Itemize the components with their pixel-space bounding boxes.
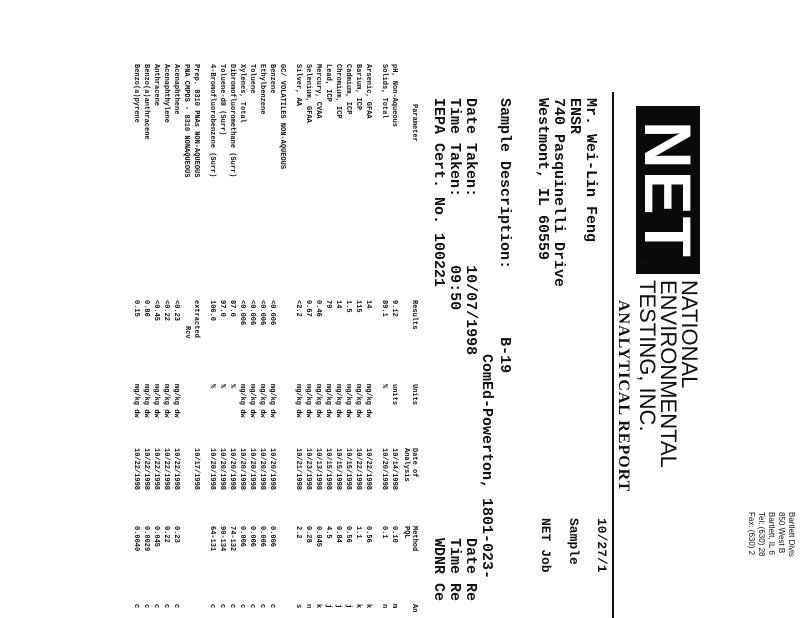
cell-date: 10/21/1998 xyxy=(294,448,302,491)
cell-date: 10/13/1998 xyxy=(314,448,322,491)
cell-date: 10/20/1998 xyxy=(258,448,266,491)
report-title: ANALYTICAL REPORT xyxy=(615,300,632,493)
cell-units: mg/kg dw xyxy=(258,384,266,418)
address-line: Bartlett, IL 6 xyxy=(767,512,776,555)
table-row xyxy=(256,64,266,618)
received-note: Rcv xyxy=(183,326,191,339)
cell-date: 10/22/1998 xyxy=(162,448,170,491)
lab-address xyxy=(746,512,796,557)
company-name-line1: NATIONAL xyxy=(677,280,702,389)
col-header-units: Units xyxy=(410,384,418,406)
cell-parameter: Ethylbenzene xyxy=(258,64,266,115)
col-header-an: An xyxy=(410,604,418,613)
cell-result: 89.1 xyxy=(380,300,388,317)
cell-result: <0.006 xyxy=(268,300,276,326)
cell-pql: 64-131 xyxy=(208,526,216,552)
cell-units: mg/kg dw xyxy=(294,384,302,418)
client-street: 740 Pasquinelli Drive xyxy=(550,98,567,288)
cell-units: mg/kg dw xyxy=(248,384,256,418)
cell-pql: 0.56 xyxy=(364,526,372,543)
cell-result: 0.46 xyxy=(314,300,322,317)
cell-result: 115 xyxy=(354,300,362,313)
cell-pql: 0.006 xyxy=(248,526,256,548)
table-row xyxy=(378,64,388,618)
cell-an: m xyxy=(390,604,398,609)
iepa-label: IEPA Cert. No. xyxy=(430,98,447,225)
cell-result: 79 xyxy=(324,300,332,309)
cell-parameter: Acenaphthylene xyxy=(162,64,170,123)
table-row xyxy=(362,64,372,618)
cell-date: 10/22/1998 xyxy=(132,448,140,491)
table-row xyxy=(180,64,190,618)
cell-result: 87.0 xyxy=(228,300,236,317)
time-taken-label: Time Taken: xyxy=(446,98,463,198)
registered-mark: ® xyxy=(638,258,652,267)
cell-units: mg/kg dw xyxy=(344,384,352,418)
cell-units: mg/kg dw xyxy=(324,384,332,418)
cell-pql: 0.0029 xyxy=(142,526,150,552)
cell-parameter: PNA CMPDS - 8310 NONAQUEOUS xyxy=(182,64,190,178)
cell-pql: 0.006 xyxy=(268,526,276,548)
cell-result: 14 xyxy=(334,300,342,309)
cell-pql: 0.10 xyxy=(390,526,398,543)
cell-units: mg/kg dw xyxy=(304,384,312,418)
table-row xyxy=(170,64,180,618)
sample-project: ComEd-Powerton, 1801-023- xyxy=(478,354,495,580)
cell-units: % xyxy=(208,384,216,389)
sample-description-value: B-19 xyxy=(496,337,513,374)
sample-description-label: Sample Description: xyxy=(496,98,513,270)
cell-an: n xyxy=(380,604,388,609)
date-received-label: Date Re xyxy=(462,538,479,602)
cell-pql: 0.006 xyxy=(238,526,246,548)
cell-units: % xyxy=(380,384,388,389)
cell-parameter: Lead, ICP xyxy=(324,64,332,102)
table-row xyxy=(150,64,160,618)
cell-parameter: Chromium, ICP xyxy=(334,64,342,119)
company-name-line3: TESTING, INC. xyxy=(635,280,660,432)
cell-date: 10/20/1998 xyxy=(380,448,388,491)
sample-right-lines xyxy=(430,538,478,601)
table-row xyxy=(342,64,352,618)
cell-an: c xyxy=(228,604,236,609)
cell-an: j xyxy=(324,604,332,609)
table-row xyxy=(322,64,332,618)
table-row xyxy=(206,64,216,618)
col-header-date: Date of Analysis xyxy=(402,448,418,482)
time-taken-value: 09:50 xyxy=(446,265,463,311)
cell-units: units xyxy=(390,384,398,406)
cell-an: c xyxy=(162,604,170,609)
cell-an: s xyxy=(294,604,302,609)
cell-parameter: Prep. 8310 PNAs NON-AQUEOUS xyxy=(192,64,200,178)
cell-units: mg/kg dw xyxy=(162,384,170,418)
cell-result: <0.45 xyxy=(152,300,160,322)
cell-date: 10/20/1998 xyxy=(248,448,256,491)
cell-parameter: 4-Bromofluorobenzene (Surr) xyxy=(208,64,216,178)
sample-dates xyxy=(430,98,478,355)
cell-pql: 0.22 xyxy=(162,526,170,543)
cell-parameter: Cadmium, ICP xyxy=(344,64,352,115)
cell-date: 10/22/1998 xyxy=(142,448,150,491)
address-line: 850 West B xyxy=(777,512,786,554)
table-row xyxy=(302,64,312,618)
table-row xyxy=(140,64,150,618)
cell-an: j xyxy=(334,604,342,609)
cell-pql: 74-132 xyxy=(228,526,236,552)
cell-pql: 0.23 xyxy=(172,526,180,543)
cell-date: 10/15/1998 xyxy=(344,448,352,491)
cell-pql: 0.1 xyxy=(380,526,388,539)
cell-parameter: Selenium, GFAA xyxy=(304,64,312,123)
cell-result: <0.006 xyxy=(248,300,256,326)
table-row xyxy=(236,64,246,618)
address-line: Bartlett Divis xyxy=(787,512,796,557)
cell-result: 1.5 xyxy=(344,300,352,313)
table-row xyxy=(332,64,342,618)
cell-units: mg/kg dw xyxy=(354,384,362,418)
cell-an: c xyxy=(132,604,140,609)
col-header-results: Results xyxy=(410,300,418,330)
cell-pql: 0.56 xyxy=(344,526,352,543)
table-row xyxy=(352,64,362,618)
address-line: Tel: (630) 28 xyxy=(757,512,766,557)
cell-units: % xyxy=(228,384,236,389)
cell-date: 10/20/1998 xyxy=(228,448,236,491)
cell-parameter: Benzo(a)anthracene xyxy=(142,64,150,140)
cell-date: 10/15/1998 xyxy=(324,448,332,491)
cell-parameter: Acenaphthene xyxy=(172,64,180,115)
cell-result: 0.86 xyxy=(142,300,150,317)
cell-an: c xyxy=(142,604,150,609)
cell-an: c xyxy=(238,604,246,609)
cell-an: k xyxy=(314,604,322,609)
cell-units: mg/kg dw xyxy=(142,384,150,418)
cell-an: c xyxy=(248,604,256,609)
results-table xyxy=(130,64,418,618)
cell-units: mg/kg dw xyxy=(132,384,140,418)
table-row xyxy=(226,64,236,618)
cell-parameter: Benzene xyxy=(268,64,276,94)
cell-result: 9.12 xyxy=(390,300,398,317)
table-header xyxy=(398,64,418,618)
col-header-pql: Method PQL xyxy=(402,526,418,552)
cell-result: 0.67 xyxy=(304,300,312,317)
cell-date: 10/14/1998 xyxy=(390,448,398,491)
cell-an: c xyxy=(268,604,276,609)
cell-parameter: Anthracene xyxy=(152,64,160,107)
client-contact: Mr. Wei-Lin Feng xyxy=(582,98,599,243)
table-row xyxy=(388,64,398,618)
header-divider xyxy=(612,92,614,618)
cell-units: mg/kg dw xyxy=(152,384,160,418)
cell-result: 14 xyxy=(364,300,372,309)
job-label: NET Job xyxy=(538,518,553,573)
table-row xyxy=(266,64,276,618)
cell-result: <0.22 xyxy=(162,300,170,322)
cell-date: 10/20/1998 xyxy=(238,448,246,491)
wdnr-cert-label: WDNR Ce xyxy=(430,538,447,602)
cell-pql: 2.2 xyxy=(294,526,302,539)
cell-date: 10/17/1998 xyxy=(192,448,200,491)
client-company: ENSR xyxy=(566,98,583,135)
cell-units: mg/kg dw xyxy=(238,384,246,418)
cell-result: <0.006 xyxy=(258,300,266,326)
cell-an: c xyxy=(218,604,226,609)
cell-date: 10/20/1998 xyxy=(208,448,216,491)
table-row xyxy=(276,64,286,618)
cell-result: 97.0 xyxy=(218,300,226,317)
company-name-line2: ENVIRONMENTAL xyxy=(656,280,681,468)
cell-pql: 0.045 xyxy=(314,526,322,548)
cell-parameter: Toluene xyxy=(248,64,256,94)
cell-date: 10/15/1998 xyxy=(334,448,342,491)
table-row xyxy=(160,64,170,618)
cell-parameter: Barium, ICP xyxy=(354,64,362,111)
cell-date: 10/22/1998 xyxy=(172,448,180,491)
cell-result: 0.15 xyxy=(132,300,140,317)
sample-label: Sample xyxy=(566,518,581,565)
cell-date: 10/22/1998 xyxy=(152,448,160,491)
client-city: Westmont, IL 60559 xyxy=(534,98,551,261)
address-line: Fax: (630) 2 xyxy=(747,512,756,556)
cell-an: k xyxy=(364,604,372,609)
cell-date: 10/22/1998 xyxy=(354,448,362,491)
cell-pql: 1.1 xyxy=(354,526,362,539)
cell-an: c xyxy=(152,604,160,609)
date-taken-value: 10/07/1998 xyxy=(462,265,479,356)
sample-description xyxy=(496,98,512,373)
time-received-label: Time Re xyxy=(446,538,463,602)
cell-parameter: GC/ VOLATILES NON-AQUEOUS xyxy=(278,64,286,170)
cell-pql: 90-134 xyxy=(218,526,226,552)
cell-parameter: Xylenes, Total xyxy=(238,64,246,123)
header-right-block xyxy=(538,518,608,573)
cell-an: c xyxy=(172,604,180,609)
table-row xyxy=(246,64,256,618)
date-taken-label: Date Taken: xyxy=(462,98,479,198)
company-name xyxy=(637,280,700,468)
cell-parameter: Arsenic, GFAA xyxy=(364,64,372,119)
cell-date: 10/20/1998 xyxy=(268,448,276,491)
logo-text: NET xyxy=(631,121,705,259)
cell-parameter: Solids, Total xyxy=(380,64,388,119)
client-address xyxy=(534,98,598,287)
cell-date: 10/23/1998 xyxy=(304,448,312,491)
report-date: 10/27/1 xyxy=(594,518,609,573)
cell-result: <0.006 xyxy=(238,300,246,326)
cell-parameter: pH, Non-Aqueous xyxy=(390,64,398,128)
cell-units: mg/kg dw xyxy=(172,384,180,418)
cell-result: <0.23 xyxy=(172,300,180,322)
cell-parameter: Silver, AA xyxy=(294,64,302,107)
table-row xyxy=(216,64,226,618)
cell-pql: 0.84 xyxy=(334,526,342,543)
cell-result: <2.2 xyxy=(294,300,302,317)
cell-date: 10/22/1998 xyxy=(364,448,372,491)
cell-units: mg/kg dw xyxy=(334,384,342,418)
cell-pql: 4.5 xyxy=(324,526,332,539)
cell-an: k xyxy=(354,604,362,609)
cell-an: c xyxy=(258,604,266,609)
cell-result: extracted xyxy=(192,300,200,338)
cell-an: j xyxy=(344,604,352,609)
cell-parameter: Benzo(a)pyrene xyxy=(132,64,140,123)
table-row xyxy=(292,64,302,618)
iepa-value: 100221 xyxy=(430,233,447,288)
cell-units: % xyxy=(218,384,226,389)
cell-pql: 0.0040 xyxy=(132,526,140,552)
cell-parameter: Mercury, CVAA xyxy=(314,64,322,119)
company-logo xyxy=(631,106,705,274)
cell-pql: 0.006 xyxy=(258,526,266,548)
cell-units: mg/kg dw xyxy=(314,384,322,418)
cell-result: 106.0 xyxy=(208,300,216,322)
cell-an: n xyxy=(304,604,312,609)
table-row xyxy=(312,64,322,618)
cell-parameter: Toluene-d8 (Surr) xyxy=(218,64,226,136)
table-body xyxy=(130,64,398,618)
cell-pql: 0.28 xyxy=(304,526,312,543)
cell-units: mg/kg dw xyxy=(364,384,372,418)
cell-pql: 0.045 xyxy=(152,526,160,548)
cell-parameter: Dibromofluoromethane (Surr) xyxy=(228,64,236,178)
table-row xyxy=(130,64,140,618)
cell-units: mg/kg dw xyxy=(268,384,276,418)
cell-an: c xyxy=(208,604,216,609)
cell-date: 10/20/1998 xyxy=(218,448,226,491)
col-header-parameter: Parameter xyxy=(410,104,418,142)
